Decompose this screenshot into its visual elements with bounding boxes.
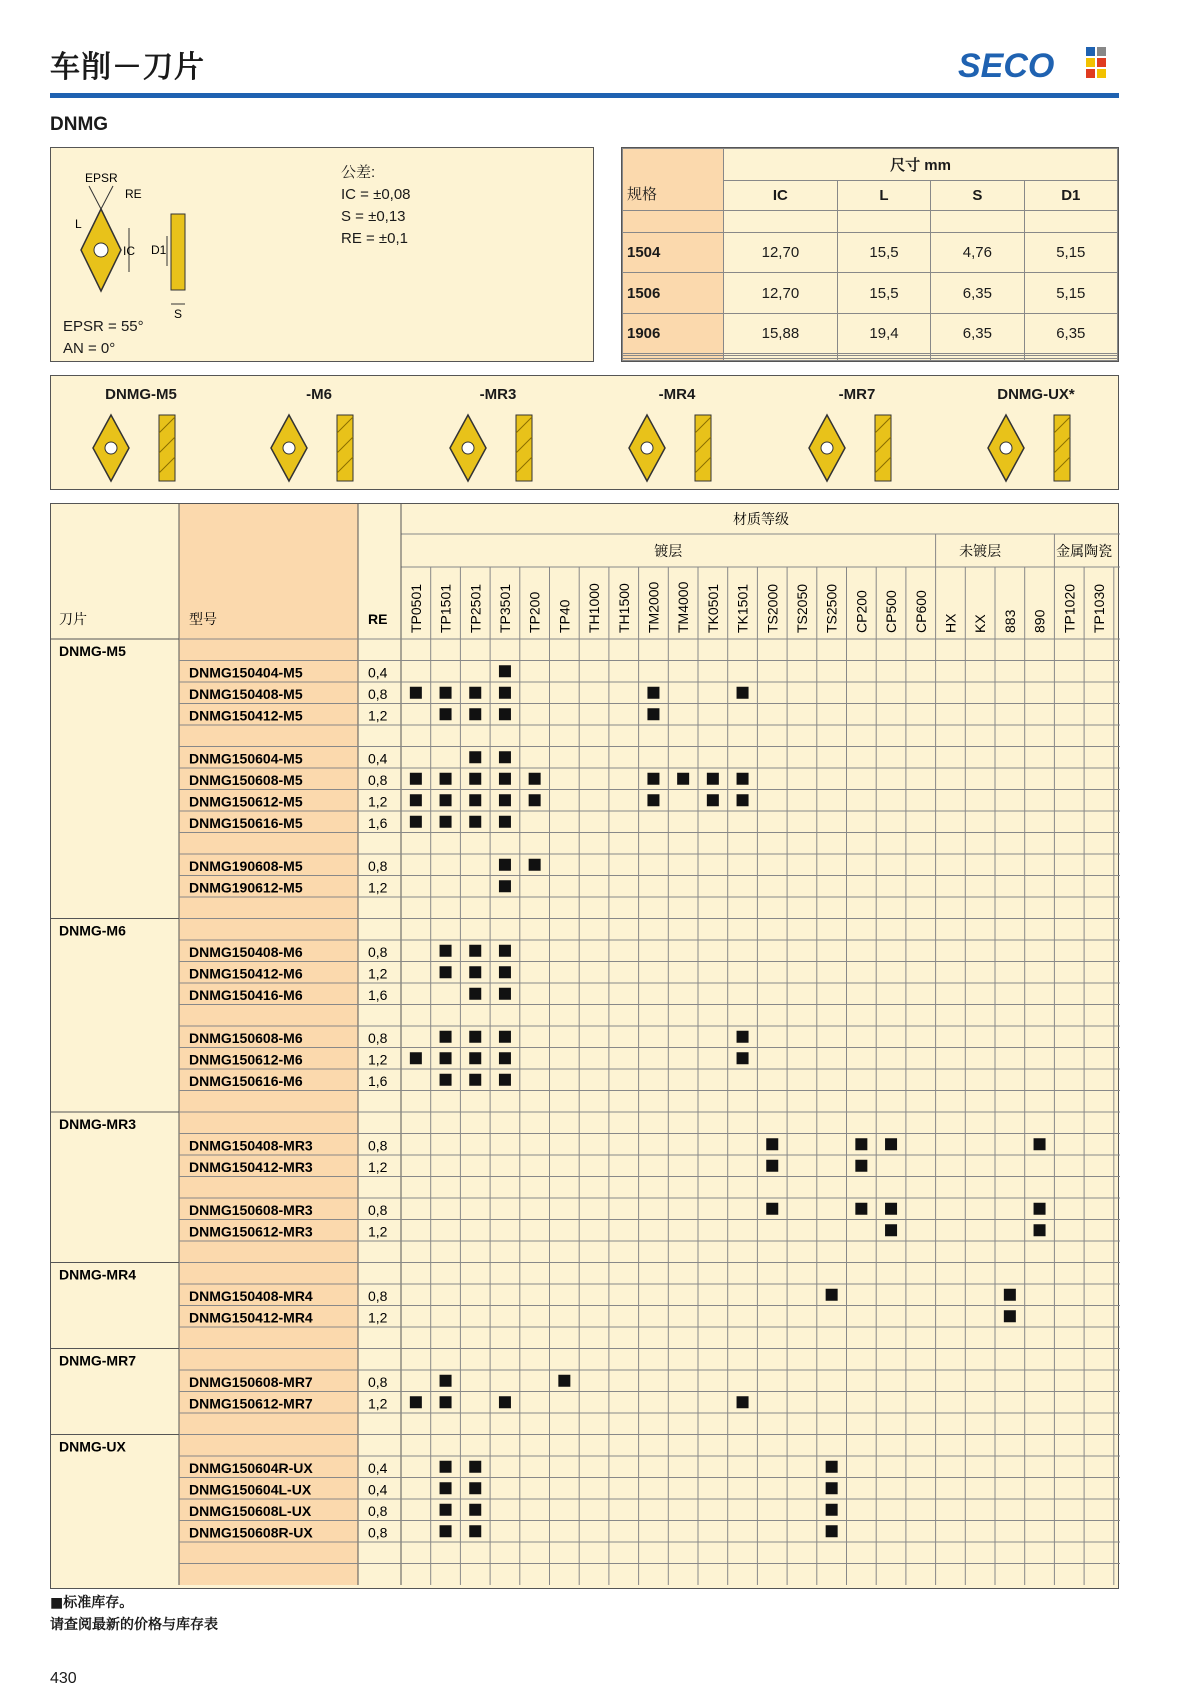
re-value: 1,2 <box>368 707 388 724</box>
stock-marker <box>737 794 749 806</box>
stock-marker <box>410 1052 422 1064</box>
grade-header-cp200: CP200 <box>853 590 870 633</box>
dimension-row: 1504 12,70 15,5 4,76 5,15 <box>623 233 1118 273</box>
page-number: 430 <box>50 1670 77 1687</box>
re-value: 0,8 <box>368 772 388 788</box>
re-column-header: RE <box>368 611 388 627</box>
spec-header: 规格 <box>623 149 724 211</box>
grade-header-883: 883 <box>1001 609 1018 633</box>
model-code: DNMG150616-M5 <box>189 815 303 831</box>
model-code: DNMG150412-M5 <box>189 707 303 724</box>
grade-header-hx: HX <box>942 613 959 633</box>
stock-marker <box>469 945 481 957</box>
stock-marker <box>529 794 541 806</box>
stock-marker <box>737 773 749 785</box>
stock-marker <box>440 1031 452 1043</box>
stock-marker <box>469 1504 481 1516</box>
grade-availability-table <box>50 503 1119 1589</box>
tolerance-re: RE = ±0,1 <box>341 230 409 247</box>
stock-marker <box>440 708 452 720</box>
stock-marker <box>1034 1224 1046 1236</box>
page-title: 车削－刀片 <box>50 50 205 85</box>
stock-marker <box>499 708 511 720</box>
geometry-mr4 <box>617 386 737 483</box>
cermet-group-header: 金属陶瓷 <box>1056 544 1113 560</box>
stock-marker <box>440 794 452 806</box>
d1-label: D1 <box>151 243 167 257</box>
stock-marker <box>737 1052 749 1064</box>
grade-header-cp600: CP600 <box>912 590 929 633</box>
stock-marker <box>885 1224 897 1236</box>
model-code: DNMG150608-MR7 <box>189 1374 313 1390</box>
stock-marker <box>499 1074 511 1086</box>
grade-header-tp1030: TP1030 <box>1090 583 1107 633</box>
stock-marker <box>410 773 422 785</box>
grade-header-ts2000: TS2000 <box>764 583 781 633</box>
epsr-value: EPSR = 55° <box>63 318 144 335</box>
grade-header-tp40: TP40 <box>556 599 573 633</box>
re-value: 1,2 <box>368 1309 388 1326</box>
stock-marker <box>647 773 659 785</box>
an-value: AN = 0° <box>63 340 116 357</box>
uncoated-group-header: 未镀层 <box>959 544 1002 560</box>
stock-marker <box>469 1074 481 1086</box>
tolerance-s: S = ±0,13 <box>341 208 406 225</box>
re-value: 1,6 <box>368 815 388 831</box>
re-value: 0,8 <box>368 1030 388 1046</box>
stock-marker <box>499 859 511 871</box>
stock-marker <box>529 773 541 785</box>
stock-marker <box>826 1504 838 1516</box>
insert-family-label: DNMG-UX <box>59 1438 126 1455</box>
model-code: DNMG150612-M6 <box>189 1051 303 1068</box>
grade-header-tm2000: TM2000 <box>645 581 662 633</box>
insert-family-label: DNMG-M6 <box>59 922 126 939</box>
stock-marker <box>440 773 452 785</box>
stock-marker <box>440 1052 452 1064</box>
re-value: 0,8 <box>368 1374 388 1390</box>
grade-header-tp200: TP200 <box>526 591 543 633</box>
stock-marker <box>440 687 452 699</box>
tolerance-list <box>341 162 411 250</box>
stock-marker <box>499 1396 511 1408</box>
stock-marker <box>737 687 749 699</box>
dimensions-panel <box>621 147 1119 362</box>
re-value: 1,6 <box>368 987 388 1003</box>
re-value: 0,8 <box>368 944 388 960</box>
dim-col-d1: D1 <box>1024 181 1117 211</box>
insert-column-header: 刀片 <box>59 612 87 628</box>
grade-header-tp1020: TP1020 <box>1061 583 1078 633</box>
tolerance-heading: 公差: <box>341 164 376 181</box>
re-value: 0,8 <box>368 858 388 874</box>
stock-marker <box>499 751 511 763</box>
model-code: DNMG150412-MR4 <box>189 1309 313 1326</box>
geometry-label: DNMG-UX* <box>997 386 1075 403</box>
stock-marker <box>499 687 511 699</box>
stock-marker <box>499 773 511 785</box>
stock-marker <box>469 687 481 699</box>
model-code: DNMG150604-M5 <box>189 750 303 767</box>
grade-header-tp1501: TP1501 <box>437 583 454 633</box>
coated-group-header: 镀层 <box>654 544 683 560</box>
stock-marker <box>469 773 481 785</box>
stock-marker <box>855 1138 867 1150</box>
stock-marker <box>469 708 481 720</box>
header-rule <box>50 93 1119 98</box>
model-code: DNMG150612-MR3 <box>189 1223 313 1240</box>
stock-marker <box>647 794 659 806</box>
stock-marker <box>499 665 511 677</box>
stock-marker <box>469 1482 481 1494</box>
re-value: 0,4 <box>368 1460 388 1476</box>
stock-marker <box>469 1461 481 1473</box>
model-code: DNMG150616-M6 <box>189 1073 303 1089</box>
re-value: 0,8 <box>368 1137 388 1154</box>
re-value: 0,4 <box>368 664 388 681</box>
model-code: DNMG150608-M5 <box>189 772 303 788</box>
insert-shape-icon <box>259 413 379 483</box>
dimension-row: 1906 15,88 19,4 6,35 6,35 <box>623 313 1118 353</box>
grade-header-tp3501: TP3501 <box>496 583 513 633</box>
stock-marker <box>647 687 659 699</box>
insert-dimension-diagram <box>59 156 219 326</box>
re-value: 1,2 <box>368 1159 388 1175</box>
stock-marker <box>826 1289 838 1301</box>
model-code: DNMG150604R-UX <box>189 1460 313 1476</box>
re-value: 0,8 <box>368 1202 388 1218</box>
stock-marker <box>440 816 452 828</box>
geometry-mr7 <box>797 386 917 483</box>
stock-marker <box>855 1160 867 1172</box>
stock-marker <box>737 1396 749 1408</box>
grade-header-cp500: CP500 <box>883 590 900 633</box>
grade-header-ts2050: TS2050 <box>793 583 810 633</box>
stock-marker <box>440 1461 452 1473</box>
model-code: DNMG150408-M6 <box>189 944 303 960</box>
stock-marker <box>499 794 511 806</box>
stock-marker <box>499 880 511 892</box>
model-code: DNMG150408-MR4 <box>189 1288 313 1304</box>
grade-header-tp0501: TP0501 <box>407 583 424 633</box>
stock-marker <box>1034 1138 1046 1150</box>
stock-marker <box>440 945 452 957</box>
insert-family-label: DNMG-M5 <box>59 643 126 659</box>
l-label: L <box>75 217 82 231</box>
re-value: 1,2 <box>368 1051 388 1068</box>
geometry-label: -M6 <box>306 386 332 403</box>
grade-header-kx: KX <box>972 614 989 633</box>
stock-marker <box>826 1482 838 1494</box>
grade-header-th1500: TH1500 <box>615 583 632 633</box>
stock-marker <box>499 1031 511 1043</box>
re-value: 1,2 <box>368 965 388 982</box>
stock-marker <box>469 1052 481 1064</box>
model-code: DNMG150404-M5 <box>189 664 303 681</box>
dim-col-l: L <box>837 181 930 211</box>
geometry-label: DNMG-M5 <box>105 386 177 403</box>
stock-marker <box>707 773 719 785</box>
model-code: DNMG150408-M5 <box>189 686 303 702</box>
stock-marker <box>469 751 481 763</box>
model-code: DNMG150412-M6 <box>189 965 303 982</box>
model-code: DNMG190608-M5 <box>189 858 303 874</box>
stock-marker <box>737 1031 749 1043</box>
grade-header-tp2501: TP2501 <box>467 583 484 633</box>
stock-marker <box>410 1396 422 1408</box>
model-code: DNMG150608R-UX <box>189 1524 313 1541</box>
footnote <box>50 1592 218 1636</box>
dimension-row: 1506 12,70 15,5 6,35 5,15 <box>623 273 1118 313</box>
model-code: DNMG150604L-UX <box>189 1481 312 1498</box>
brand-wordmark: SECO <box>958 47 1055 84</box>
geometry-mr3 <box>438 386 558 483</box>
model-code: DNMG150612-MR7 <box>189 1395 313 1412</box>
section-subtitle: DNMG <box>50 114 109 135</box>
stock-marker <box>440 1396 452 1408</box>
insert-shape-icon <box>81 413 201 483</box>
stock-marker <box>499 945 511 957</box>
stock-marker <box>855 1203 867 1215</box>
dimensions-table <box>622 148 1118 361</box>
model-code: DNMG150608L-UX <box>189 1503 312 1519</box>
model-code: DNMG150612-M5 <box>189 793 303 810</box>
geometry-label: -MR7 <box>838 386 876 403</box>
stock-marker <box>469 1525 481 1537</box>
re-value: 0,8 <box>368 1288 388 1304</box>
stock-marker <box>440 966 452 978</box>
re-label: RE <box>125 187 142 201</box>
insert-shape-icon <box>976 413 1096 483</box>
model-code: DNMG150408-MR3 <box>189 1137 313 1154</box>
insert-shape-icon <box>617 413 737 483</box>
model-code: DNMG150608-M6 <box>189 1030 303 1046</box>
stock-marker <box>440 1074 452 1086</box>
stock-legend: ■标准库存。 <box>50 1595 134 1611</box>
stock-marker <box>410 816 422 828</box>
re-value: 1,2 <box>368 1223 388 1240</box>
tolerance-panel <box>50 147 594 362</box>
stock-marker <box>440 1525 452 1537</box>
stock-marker <box>1004 1310 1016 1322</box>
model-column-header: 型号 <box>189 612 217 628</box>
stock-marker <box>410 794 422 806</box>
s-label: S <box>174 307 183 321</box>
geometry-m6 <box>259 386 379 483</box>
re-value: 1,2 <box>368 879 388 896</box>
price-note: 请查阅最新的价格与库存表 <box>50 1617 218 1633</box>
stock-marker <box>499 1052 511 1064</box>
stock-marker <box>469 1031 481 1043</box>
grade-header-tk0501: TK0501 <box>704 583 721 633</box>
re-value: 1,6 <box>368 1073 388 1089</box>
stock-marker <box>826 1461 838 1473</box>
re-value: 1,2 <box>368 1395 388 1412</box>
grade-group-header: 材质等级 <box>733 512 789 528</box>
insert-angles <box>63 316 144 360</box>
grade-header-tk1501: TK1501 <box>734 583 751 633</box>
stock-marker <box>440 1504 452 1516</box>
ic-label: IC <box>123 244 135 258</box>
insert-shape-icon <box>438 413 558 483</box>
re-value: 1,2 <box>368 793 388 810</box>
stock-marker <box>529 859 541 871</box>
dimensions-group-header: 尺寸 mm <box>724 149 1118 181</box>
stock-marker <box>499 816 511 828</box>
model-code: DNMG150608-MR3 <box>189 1202 313 1218</box>
insert-family-label: DNMG-MR4 <box>59 1266 136 1283</box>
stock-marker <box>766 1203 778 1215</box>
stock-marker <box>766 1160 778 1172</box>
stock-marker <box>1004 1289 1016 1301</box>
stock-marker <box>677 773 689 785</box>
stock-marker <box>499 966 511 978</box>
stock-marker <box>469 794 481 806</box>
stock-marker <box>885 1138 897 1150</box>
insert-family-label: DNMG-MR3 <box>59 1116 136 1132</box>
stock-marker <box>469 966 481 978</box>
geometry-label: -MR3 <box>479 386 517 403</box>
stock-marker <box>558 1375 570 1387</box>
stock-marker <box>766 1138 778 1150</box>
model-code: DNMG150412-MR3 <box>189 1159 313 1175</box>
stock-marker <box>1034 1203 1046 1215</box>
re-value: 0,4 <box>368 1481 388 1498</box>
grade-header-th1000: TH1000 <box>586 583 603 633</box>
dim-col-ic: IC <box>724 181 838 211</box>
re-value: 0,8 <box>368 1503 388 1519</box>
stock-marker <box>410 687 422 699</box>
stock-marker <box>469 988 481 1000</box>
seco-logo <box>958 44 1118 84</box>
stock-marker <box>499 988 511 1000</box>
insert-shape-icon <box>797 413 917 483</box>
stock-marker <box>440 1482 452 1494</box>
re-value: 0,8 <box>368 686 388 702</box>
model-code: DNMG150416-M6 <box>189 987 303 1003</box>
grade-header-890: 890 <box>1031 609 1048 633</box>
stock-marker <box>885 1203 897 1215</box>
stock-marker <box>469 816 481 828</box>
geometry-dnmg-ux <box>976 386 1096 483</box>
re-value: 0,4 <box>368 750 388 767</box>
geometry-dnmg-m5 <box>81 386 201 483</box>
model-code: DNMG190612-M5 <box>189 879 303 896</box>
dim-col-s: S <box>931 181 1024 211</box>
tolerance-ic: IC = ±0,08 <box>341 186 411 203</box>
grade-header-tm4000: TM4000 <box>675 581 692 633</box>
insert-family-label: DNMG-MR7 <box>59 1352 136 1369</box>
grade-header-ts2500: TS2500 <box>823 583 840 633</box>
grade-grid <box>51 504 1120 1590</box>
stock-marker <box>440 1375 452 1387</box>
epsr-label: EPSR <box>85 171 118 185</box>
stock-marker <box>647 708 659 720</box>
geometry-panel <box>50 375 1119 490</box>
geometry-label: -MR4 <box>658 386 696 403</box>
stock-marker <box>707 794 719 806</box>
re-value: 0,8 <box>368 1524 388 1541</box>
stock-marker <box>826 1525 838 1537</box>
